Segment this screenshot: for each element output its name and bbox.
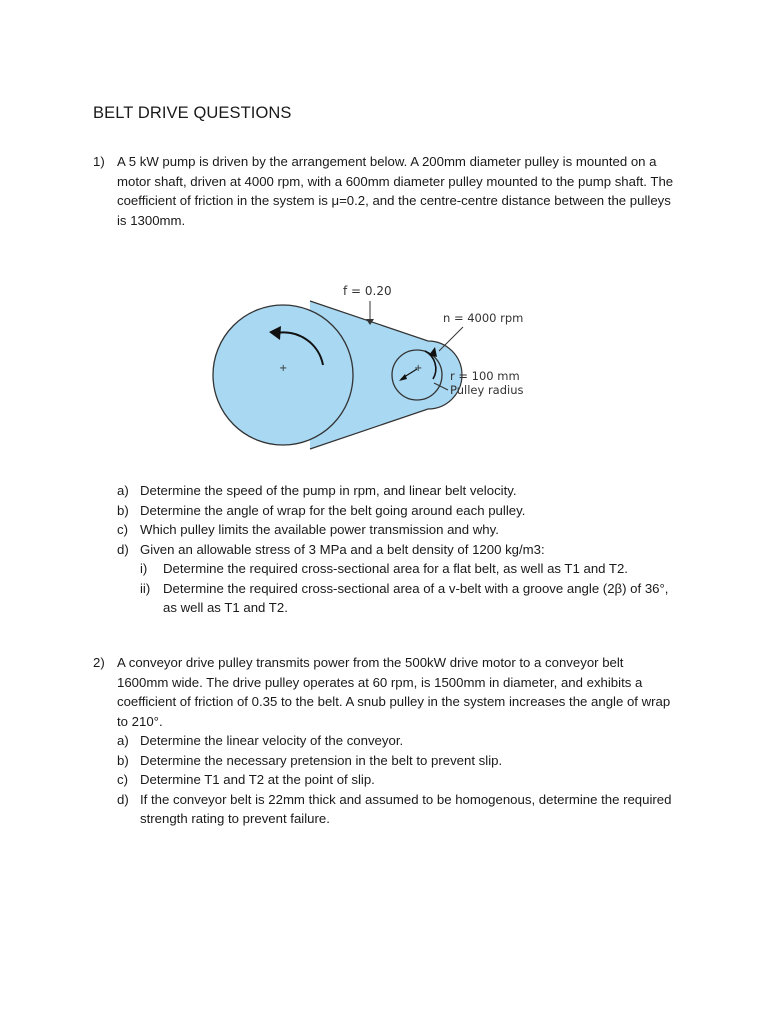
part-item (117, 770, 677, 790)
part-text: Determine T1 and T2 at the point of slip. (140, 772, 375, 787)
radius-caption: Pulley radius (450, 383, 524, 397)
question-stem: A conveyor drive pulley transmits power from the 500kW drive motor to a conveyor belt 1600mm wide. The drive pulley operates at 60 rpm, is 1500mm in diameter, and exhibits a coefficient of friction of 0.35 to the belt. A snub pulley in the system increases the angle of wrap to 210°. (117, 655, 671, 729)
belt-drive-diagram (205, 275, 545, 475)
subpart-label: ii) (140, 580, 151, 596)
part-text: Which pulley limits the available power transmission and why. (140, 522, 499, 537)
large-pulley-center-mark: + (279, 363, 288, 374)
part-label: c) (117, 772, 128, 787)
subpart-text: Determine the required cross-sectional area of a v-belt with a groove angle (2β) of 36°, as well as T1 and T2. (163, 580, 669, 615)
part-item (117, 501, 687, 521)
part-item (117, 790, 677, 829)
large-pulley (213, 305, 353, 445)
part-label: b) (117, 502, 129, 518)
part-label: c) (117, 522, 128, 537)
friction-label: f = 0.20 (343, 284, 392, 298)
part-text: If the conveyor belt is 22mm thick and assumed to be homogenous, determine the required strength rating to prevent failure. (140, 791, 672, 826)
subpart-item (140, 559, 670, 579)
part-text: Determine the angle of wrap for the belt going around each pulley. (140, 502, 526, 518)
subpart-text: Determine the required cross-sectional area for a flat belt, as well as T1 and T2. (163, 561, 628, 576)
part-label: b) (117, 752, 129, 768)
part-label: a) (117, 733, 129, 748)
subpart-label: i) (140, 561, 148, 576)
part-label: a) (117, 483, 129, 498)
question-number: 1) (93, 154, 105, 169)
speed-leader (439, 327, 463, 351)
speed-label: n = 4000 rpm (443, 311, 524, 325)
small-pulley-center-mark: + (414, 363, 423, 374)
part-label: d) (117, 791, 129, 807)
part-text: Determine the linear velocity of the conveyor. (140, 733, 404, 748)
question-1-parts (117, 481, 687, 618)
subpart-item (140, 579, 670, 618)
part-text: Determine the necessary pretension in the belt to prevent slip. (140, 752, 503, 768)
part-item (117, 751, 677, 771)
question-number: 2) (93, 655, 105, 670)
part-text: Determine the speed of the pump in rpm, and linear belt velocity. (140, 483, 517, 498)
part-item (117, 731, 677, 751)
part-item (117, 540, 687, 618)
part-item (117, 520, 687, 540)
part-item (117, 481, 687, 501)
part-label: d) (117, 541, 129, 557)
radius-label: r = 100 mm (450, 369, 520, 383)
page-title: BELT DRIVE QUESTIONS (93, 104, 292, 122)
part-text: Given an allowable stress of 3 MPa and a belt density of 1200 kg/m3: (140, 541, 545, 557)
question-stem: A 5 kW pump is driven by the arrangement below. A 200mm diameter pulley is mounted on a motor shaft, driven at 4000 rpm, with a 600mm diameter pulley mounted to the pump shaft. The coefficient of friction in the system is μ=0.2, and the centre-centre distance between the pulleys is 1300mm. (117, 154, 674, 228)
